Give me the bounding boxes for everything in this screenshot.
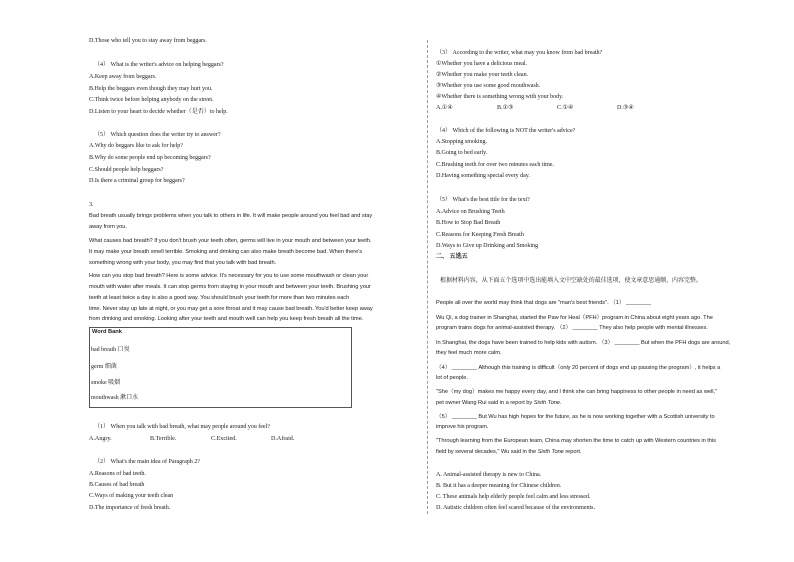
rq3-statement: ①Whether you have a delicious meal.	[436, 61, 528, 67]
q4-option-d: D.Listen to your heart to decide whether（是否）to help.	[89, 109, 228, 115]
q5-option-a: A.Why do beggars like to ask for help?	[89, 143, 183, 149]
q3-option-d: D.Those who tell you to stay away from beggars.	[89, 38, 207, 44]
rq3-option-d: D.③④	[617, 105, 634, 111]
section-instruction: 根据材料内容，从下面五个选项中选出能填入文中空缺处的最佳选项，使文章意思通顺、内容完整。	[440, 278, 702, 284]
cloze-option-c: C. These animals help elderly people feel calm and less stressed.	[436, 494, 591, 500]
rq4-option-c: C.Brushing teeth for over two minutes each time.	[436, 162, 554, 168]
cloze-line: lot of people.	[436, 375, 468, 381]
column-divider	[427, 40, 428, 514]
cloze-line: program trains dogs for animal-assisted therapy. （2） ________ They also help people with mental illnesses.	[436, 325, 708, 331]
rq3-stem: （3） According to the writer, what may you know from bad breath?	[436, 50, 603, 56]
q2-stem: （2） What's the main idea of Paragraph 2?	[94, 459, 200, 465]
rq4-option-b: B.Going to bed early.	[436, 150, 488, 156]
cloze-line: improve his program.	[436, 424, 489, 430]
q4-option-b: B.Help the beggars even though they may hurt you.	[89, 86, 213, 92]
passage-line: How can you stop bad breath? Here is some advice. It's necessary for you to use some mouthwash or clean your	[89, 273, 369, 279]
passage-number: 3.	[89, 202, 94, 208]
q4-stem: （4） What is the writer's advice on helping beggars?	[94, 62, 224, 68]
report-source: Sixth Tone	[537, 449, 564, 455]
q1-option-c: C.Excited.	[211, 436, 237, 442]
word-bank-item: mouthwash 漱口水	[91, 395, 139, 401]
rq3-statement: ③Whether you use some good mouthwash.	[436, 83, 541, 89]
rq3-statement: ④Whether there is something wrong with your body.	[436, 94, 564, 100]
cloze-line: Wu Qi, a dog trainer in Shanghai, started the Paw for Heal（PFH）program in China about eight years ago. The	[436, 315, 713, 321]
cloze-line-end: report.	[563, 449, 582, 455]
q4-option-a: A.Keep away from beggars.	[89, 74, 157, 80]
word-bank-item: bad breath 口臭	[91, 347, 130, 353]
cloze-line: "Through learning from the European team, China may shorten the time to catch up with Western countries in this	[436, 438, 716, 444]
q1-option-a: A.Angry.	[89, 436, 112, 442]
passage-line: away from you.	[89, 224, 127, 230]
cloze-line: "She（my dog）makes me happy every day, and I think she can bring happiness to other people in need as well,"	[436, 389, 717, 395]
cloze-line: People all over the world may think that dogs are "man's best friends". （1） ________	[436, 300, 651, 306]
q2-option-c: C.Ways of making your teeth clean	[89, 493, 174, 499]
rq4-option-a: A.Stopping smoking.	[436, 139, 488, 145]
cloze-option-d: D. Autistic children often feel scared because of the environments.	[436, 505, 595, 511]
passage-line: What causes bad breath? If you don't brush your teeth often, germs will live in your mouth and between your teeth.	[89, 238, 372, 244]
q2-option-b: B.Causes of bad breath	[89, 482, 145, 488]
word-bank-item: smoke 吸烟	[91, 380, 121, 386]
q4-option-c: C.Think twice before helping anybody on the street.	[89, 97, 214, 103]
rq3-statement: ②Whether you make your teeth clean.	[436, 72, 529, 78]
passage-line: mouth with water after meals. It can stop germs from staying in your mouth and between your teeth. Brushing your	[89, 284, 371, 290]
passage-line: Bad breath usually brings problems when you talk to others in life. It will make people around you feel bad and stay	[89, 213, 373, 219]
passage-line: teeth at least twice a day is also a good way. You should brush your teeth for more than two minutes each	[89, 295, 350, 301]
q5-stem: （5） Which question does the writer try to answer?	[94, 132, 221, 138]
rq5-option-d: D.Ways to Give up Drinking and Smoking	[436, 243, 539, 249]
q5-option-b: B.Why do some people end up becoming beggars?	[89, 155, 211, 161]
q2-option-a: A.Reasons of bad teeth.	[89, 471, 146, 477]
q2-option-d: D.The importance of fresh breath.	[89, 505, 171, 511]
rq3-option-c: C.①④	[557, 105, 574, 111]
passage-line: time. Never stay up late at night, or you may get a sore throat and it may cause bad breath. You'd better keep away	[89, 306, 373, 312]
rq5-stem: （5） What's the best title for the text?	[436, 197, 530, 203]
word-bank-title: Word Bank	[92, 329, 122, 335]
cloze-option-a: A. Animal-assisted therapy is new to China.	[436, 472, 542, 478]
q5-option-d: D.Is there a criminal group for beggars?	[89, 178, 185, 184]
cloze-line: they feel much more calm.	[436, 350, 502, 356]
rq5-option-c: C.Reasons for Keeping Fresh Breath	[436, 232, 524, 238]
q1-option-b: B.Terrible.	[150, 436, 177, 442]
cloze-option-b: B. But it has a deeper meaning for Chinese children.	[436, 483, 562, 489]
rq5-option-b: B.How to Stop Bad Breath	[436, 220, 501, 226]
section-title: 二、 五选五	[436, 254, 468, 260]
q1-option-d: D.Afraid.	[271, 436, 295, 442]
cloze-line-text: field by several decades," Wu said in the	[436, 449, 538, 455]
passage-line: something wrong with your body, you may find that you talk with bad breath.	[89, 260, 277, 266]
passage-line: from drinking and smoking. Looking after your teeth and mouth well can help you keep fresh breath all the time.	[89, 316, 364, 322]
cloze-line: （5） ________ But Wu has high hopes for the future, as he is now working together with a Scottish university to	[436, 414, 715, 420]
rq3-option-b: B.①③	[497, 105, 514, 111]
rq4-option-d: D.Having something special every day.	[436, 173, 530, 179]
cloze-line	[436, 449, 581, 456]
cloze-line-text: pet owner Wang Rui said in a report by	[436, 400, 534, 406]
rq3-option-a: A.①④	[436, 105, 453, 111]
word-bank	[89, 327, 352, 408]
rq5-option-a: A.Advice on Brushing Teeth	[436, 209, 505, 215]
q5-option-c: C.Should people help beggars?	[89, 167, 164, 173]
passage-line: It may make your breath smell terrible. Smoking and drinking can also make breath become bad. When there's	[89, 249, 363, 255]
cloze-line: In Shanghai, the dogs have been trained to help kids with autism. （3） ________ But when the PFH dogs are around,	[436, 340, 731, 346]
report-source: Sixth Tone	[533, 400, 560, 406]
rq4-stem: （4） Which of the following is NOT the writer's advice?	[436, 128, 576, 134]
q1-stem: （1） When you talk with bad breath, what may people around you feel?	[94, 424, 270, 430]
cloze-line-end: .	[559, 400, 562, 406]
word-bank-item: germ 细菌	[91, 364, 117, 370]
cloze-line	[436, 400, 561, 407]
cloze-line: （4） ________ Although this training is difficult（only 20 percent of dogs end up passing the program）, it helps a	[436, 365, 721, 371]
